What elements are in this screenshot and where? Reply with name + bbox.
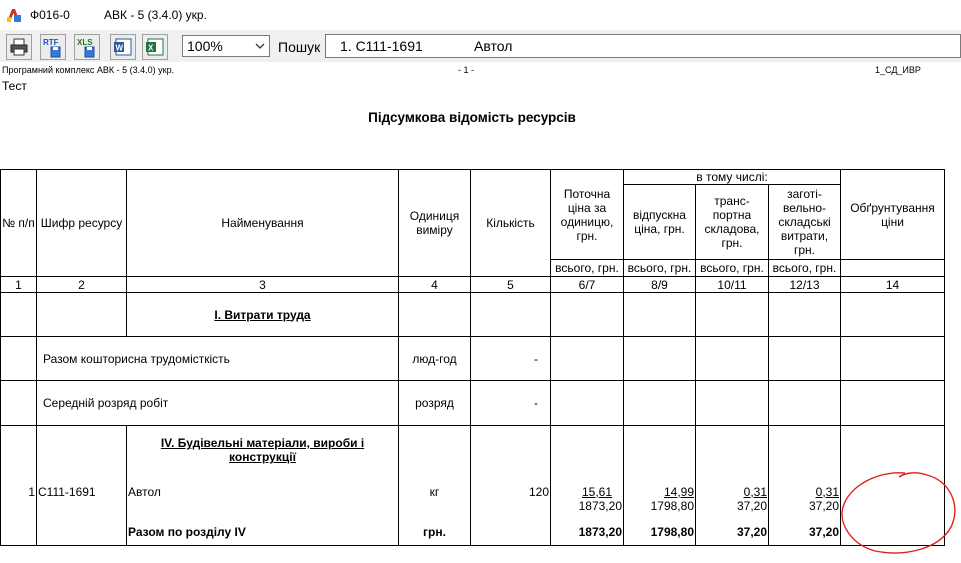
page-header-right: 1_СД_ИВР bbox=[875, 65, 921, 75]
header-total: всього, грн. bbox=[624, 260, 696, 277]
item-price-unit: 15,61 bbox=[581, 484, 612, 499]
col-number: 3 bbox=[127, 277, 399, 293]
table-row bbox=[1, 475, 945, 520]
page-number: - 1 - bbox=[458, 65, 475, 75]
col-number: 8/9 bbox=[624, 277, 696, 293]
header-price: Поточна ціна за одиницю, грн. bbox=[551, 170, 624, 260]
total-price: 1873,20 bbox=[551, 520, 624, 546]
item-code: С111-1691 bbox=[37, 475, 127, 520]
total-transport: 37,20 bbox=[696, 520, 769, 546]
item-unit: кг bbox=[399, 475, 471, 520]
col-number: 2 bbox=[37, 277, 127, 293]
xls-export-icon bbox=[76, 36, 98, 58]
header-justify: Обґрунтування ціни bbox=[841, 170, 945, 260]
header-group: в тому числі: bbox=[624, 170, 841, 185]
svg-text:XLS: XLS bbox=[77, 38, 93, 47]
table-row bbox=[1, 381, 945, 426]
section-title-labor: I. Витрати труда bbox=[127, 293, 399, 337]
item-transport-total: 37,20 bbox=[736, 498, 767, 513]
header-total: всього, грн. bbox=[769, 260, 841, 277]
col-number: 14 bbox=[841, 277, 945, 293]
col-number: 6/7 bbox=[551, 277, 624, 293]
item-procure-unit: 0,31 bbox=[815, 484, 839, 499]
col-number: 5 bbox=[471, 277, 551, 293]
search-value-name: Автол bbox=[474, 38, 513, 54]
export-xls-button[interactable] bbox=[74, 34, 100, 60]
header-release: відпускна ціна, грн. bbox=[624, 185, 696, 260]
print-button[interactable] bbox=[6, 34, 32, 60]
header-transport: транс-портна складова, грн. bbox=[696, 185, 769, 260]
labor-qty: - bbox=[471, 337, 551, 381]
resources-table bbox=[0, 169, 945, 546]
svg-text:W: W bbox=[115, 43, 124, 53]
title-bar bbox=[0, 0, 961, 30]
labor-name: Разом кошторисна трудомісткість bbox=[37, 337, 399, 381]
grade-qty: - bbox=[471, 381, 551, 426]
page-title: Підсумкова відомість ресурсів bbox=[368, 110, 576, 125]
search-input[interactable] bbox=[325, 34, 961, 58]
header-qty: Кількість bbox=[471, 170, 551, 277]
header-total: всього, грн. bbox=[551, 260, 624, 277]
section-title-materials: IV. Будівельні матеріали, вироби і конструкції bbox=[127, 426, 399, 475]
header-code: Шифр ресурсу bbox=[37, 170, 127, 277]
header-name: Найменування bbox=[127, 170, 399, 277]
search-label: Пошук bbox=[278, 39, 321, 55]
zoom-select[interactable] bbox=[182, 35, 270, 57]
window-title: АВК - 5 (3.4.0) укр. bbox=[104, 8, 207, 22]
report-page bbox=[0, 62, 961, 563]
table-row bbox=[1, 426, 945, 475]
svg-text:RTF: RTF bbox=[43, 38, 59, 47]
col-number: 10/11 bbox=[696, 277, 769, 293]
col-number: 1 bbox=[1, 277, 37, 293]
table-row-total bbox=[1, 520, 945, 546]
header-unit: Одиниця виміру bbox=[399, 170, 471, 277]
total-procure: 37,20 bbox=[769, 520, 841, 546]
word-icon bbox=[113, 37, 133, 57]
excel-icon bbox=[145, 37, 165, 57]
svg-text:X: X bbox=[148, 43, 154, 53]
item-no: 1 bbox=[1, 475, 37, 520]
word-button[interactable] bbox=[110, 34, 136, 60]
page-header-left: Програмний комплекс АВК - 5 (3.4.0) укр. bbox=[2, 65, 175, 75]
header-no: № п/п bbox=[1, 170, 37, 277]
item-qty: 120 bbox=[471, 475, 551, 520]
grade-unit: розряд bbox=[399, 381, 471, 426]
app-logo-icon bbox=[6, 7, 22, 23]
grade-name: Середній розряд робіт bbox=[37, 381, 399, 426]
labor-unit: люд-год bbox=[399, 337, 471, 381]
zoom-value: 100% bbox=[187, 38, 223, 54]
printer-icon bbox=[10, 38, 28, 56]
table-row bbox=[1, 293, 945, 337]
item-name: Автол bbox=[127, 475, 399, 520]
header-total: всього, грн. bbox=[696, 260, 769, 277]
window-code: Ф016-0 bbox=[30, 8, 70, 22]
table-row bbox=[1, 337, 945, 381]
item-release-total: 1798,80 bbox=[650, 498, 694, 513]
report-subtitle: Тест bbox=[2, 79, 27, 93]
header-procure: заготі-вельно-складські витрати, грн. bbox=[769, 185, 841, 260]
col-number: 4 bbox=[399, 277, 471, 293]
item-price-total: 1873,20 bbox=[578, 498, 622, 513]
chevron-down-icon bbox=[255, 39, 265, 53]
excel-button[interactable] bbox=[142, 34, 168, 60]
item-release-unit: 14,99 bbox=[663, 484, 694, 499]
item-procure-total: 37,20 bbox=[808, 498, 839, 513]
annotation-circle bbox=[835, 465, 960, 557]
column-number-row bbox=[1, 277, 945, 293]
search-value: 1. С111-1691 bbox=[340, 38, 423, 54]
toolbar bbox=[0, 30, 961, 63]
rtf-export-icon bbox=[42, 36, 64, 58]
total-name: Разом по розділу IV bbox=[127, 520, 399, 546]
total-release: 1798,80 bbox=[624, 520, 696, 546]
item-transport-unit: 0,31 bbox=[743, 484, 767, 499]
total-unit: грн. bbox=[399, 520, 471, 546]
col-number: 12/13 bbox=[769, 277, 841, 293]
export-rtf-button[interactable] bbox=[40, 34, 66, 60]
